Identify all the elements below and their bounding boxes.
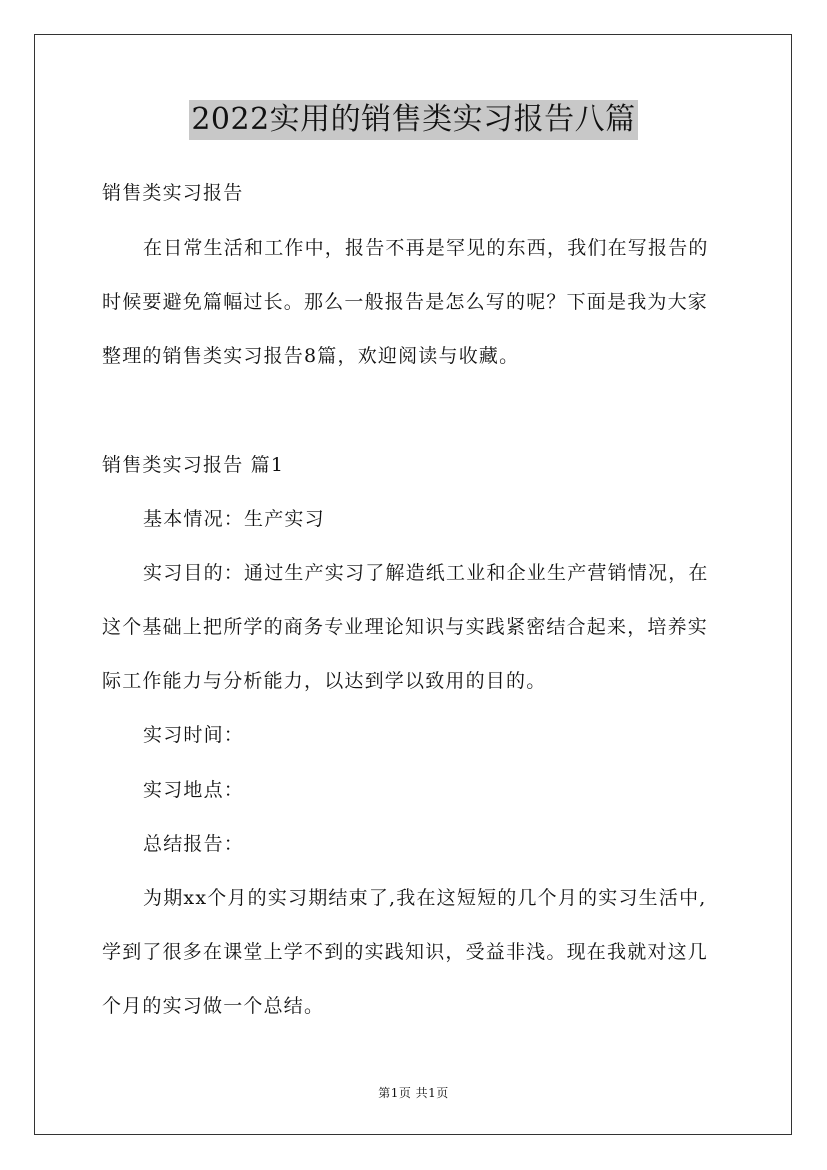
paragraph-line: 学到了很多在课堂上学不到的实践知识，受益非浅。现在我就对这几 <box>102 941 709 963</box>
paragraph-line: 基本情况：生产实习 <box>143 508 325 530</box>
paragraph-line: 为期xx个月的实习期结束了,我在这短短的几个月的实习生活中, <box>143 887 707 909</box>
page-footer: 第1页 共1页 <box>378 1086 449 1100</box>
paragraph-line: 实习地点： <box>143 779 245 801</box>
title-container <box>0 100 827 140</box>
paragraph-line: 时候要避免篇幅过长。那么一般报告是怎么写的呢？下面是我为大家 <box>102 291 709 313</box>
document-title: 2022实用的销售类实习报告八篇 <box>189 100 637 140</box>
section-heading: 销售类实习报告 <box>102 182 244 204</box>
paragraph-line: 整理的销售类实习报告8篇，欢迎阅读与收藏。 <box>102 345 520 367</box>
paragraph-line: 总结报告： <box>143 833 245 855</box>
paragraph-line: 实习目的：通过生产实习了解造纸工业和企业生产营销情况，在 <box>143 562 709 584</box>
paragraph-line: 个月的实习做一个总结。 <box>102 995 325 1017</box>
paragraph-line: 在日常生活和工作中，报告不再是罕见的东西，我们在写报告的 <box>143 237 709 259</box>
paragraph-line: 实习时间： <box>143 724 245 746</box>
paragraph-line: 际工作能力与分析能力，以达到学以致用的目的。 <box>102 670 547 692</box>
paragraph-line: 这个基础上把所学的商务专业理论知识与实践紧密结合起来，培养实 <box>102 616 709 638</box>
section-heading: 销售类实习报告 篇1 <box>102 454 285 476</box>
